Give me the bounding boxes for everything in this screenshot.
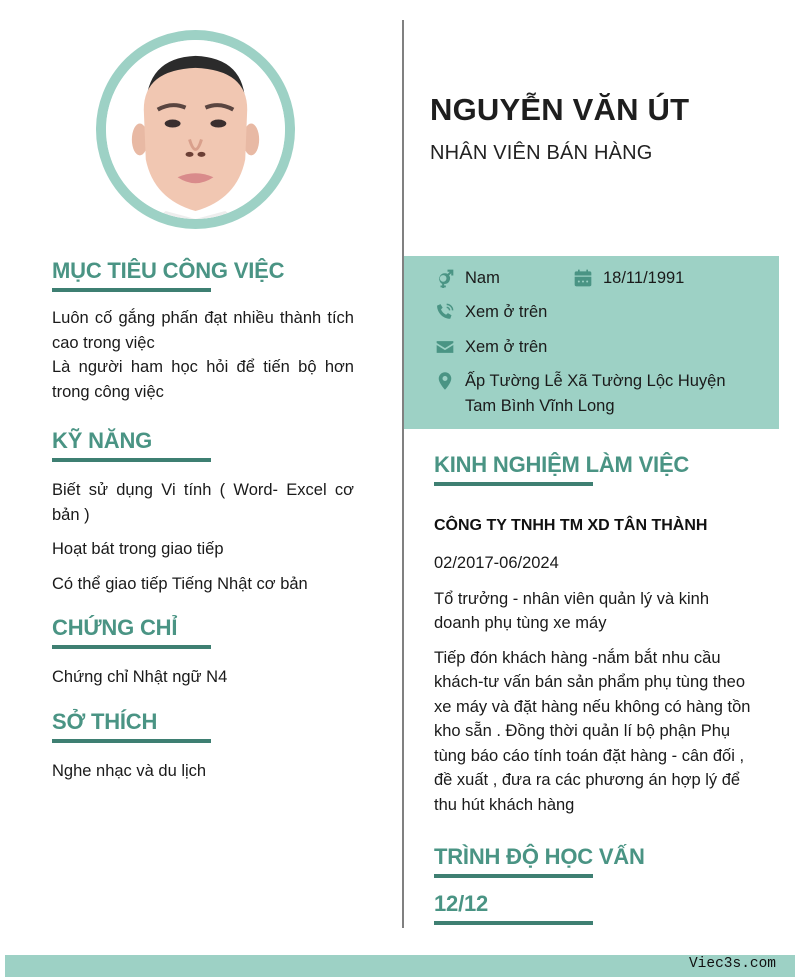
- section-rule: [434, 874, 593, 878]
- hobby-item: Nghe nhạc và du lịch: [52, 761, 207, 780]
- skill-item: Biết sử dụng Vi tính ( Word- Excel cơ bản ): [52, 481, 354, 524]
- skills-title: KỸ NĂNG: [52, 428, 153, 453]
- section-rule: [52, 739, 211, 743]
- section-rule: [434, 482, 593, 486]
- contact-panel: [404, 256, 779, 429]
- education-title: TRÌNH ĐỘ HỌC VẤN: [434, 844, 645, 869]
- objective-title: MỤC TIÊU CÔNG VIỆC: [52, 258, 285, 283]
- phone-row: [434, 300, 547, 325]
- candidate-role: NHÂN VIÊN BÁN HÀNG: [430, 142, 653, 164]
- work-period: 02/2017-06/2024: [434, 554, 559, 572]
- section-rule: [434, 921, 593, 925]
- hobbies-section: [52, 707, 354, 784]
- certificates-title: CHỨNG CHỈ: [52, 615, 178, 640]
- certificate-item: Chứng chỉ Nhật ngữ N4: [52, 668, 228, 686]
- section-rule: [52, 458, 211, 462]
- education-value: 12/12: [434, 891, 489, 916]
- company-name: CÔNG TY TNHH TM XD TÂN THÀNH: [434, 517, 708, 534]
- right-column: [434, 450, 764, 925]
- education-section: [434, 842, 764, 925]
- avatar: [96, 30, 295, 229]
- footer-brand: Viec3s.com: [688, 956, 776, 972]
- candidate-name: NGUYỄN VĂN ÚT: [430, 92, 690, 127]
- gender-icon: [434, 267, 456, 289]
- work-position: Tổ trưởng - nhân viên quản lý và kinh doanh phụ tùng xe máy: [434, 589, 710, 632]
- experience-title: KINH NGHIỆM LÀM VIỆC: [434, 452, 690, 477]
- email-value: Xem ở trên: [465, 338, 548, 356]
- column-divider: [402, 20, 404, 928]
- email-row: [434, 335, 547, 360]
- certificates-section: [52, 613, 354, 690]
- skill-item: Hoạt bát trong giao tiếp: [52, 540, 224, 558]
- calendar-icon: [572, 267, 594, 289]
- footer-bar: [5, 955, 795, 977]
- location-pin-icon: [434, 370, 456, 392]
- gender-row: [434, 266, 500, 291]
- phone-value: Xem ở trên: [465, 303, 548, 321]
- portrait-photo-icon: [106, 40, 285, 219]
- section-rule: [52, 288, 211, 292]
- skills-section: [52, 426, 354, 596]
- address-value: [465, 369, 726, 418]
- section-rule: [52, 645, 211, 649]
- objective-section: [52, 256, 354, 404]
- address-line: Tam Bình Vĩnh Long: [465, 396, 615, 415]
- birthday-value: 18/11/1991: [603, 269, 685, 287]
- birthday-row: [572, 266, 684, 291]
- address-row: [434, 369, 726, 418]
- hobbies-title: SỞ THÍCH: [52, 708, 158, 734]
- objective-line: Luôn cố gắng phấn đạt nhiều thành tích cao trong việc: [52, 309, 354, 352]
- skill-item: Có thể giao tiếp Tiếng Nhật cơ bản: [52, 574, 308, 593]
- gender-value: Nam: [465, 269, 500, 287]
- phone-icon: [434, 301, 456, 323]
- email-icon: [434, 336, 456, 358]
- address-line: Ấp Tường Lễ Xã Tường Lộc Huyện: [465, 372, 726, 390]
- work-description: Tiếp đón khách hàng -nắm bắt nhu cầu khách-tư vấn bán sản phẩm phụ tùng theo xe máy và đặt hàng nếu không có hàng tồn kho sẵn . Đồng thời quản lí bộ phận Phụ tùng báo cáo tính toán đặt hàng - cân đối , đề xuất , đưa ra các phương án hợp lý để thu hút khách hàng: [434, 648, 751, 814]
- objective-line: Là người ham học hỏi để tiến bộ hơn trong công việc: [52, 358, 354, 401]
- left-column: [52, 256, 354, 783]
- experience-section: [434, 450, 764, 817]
